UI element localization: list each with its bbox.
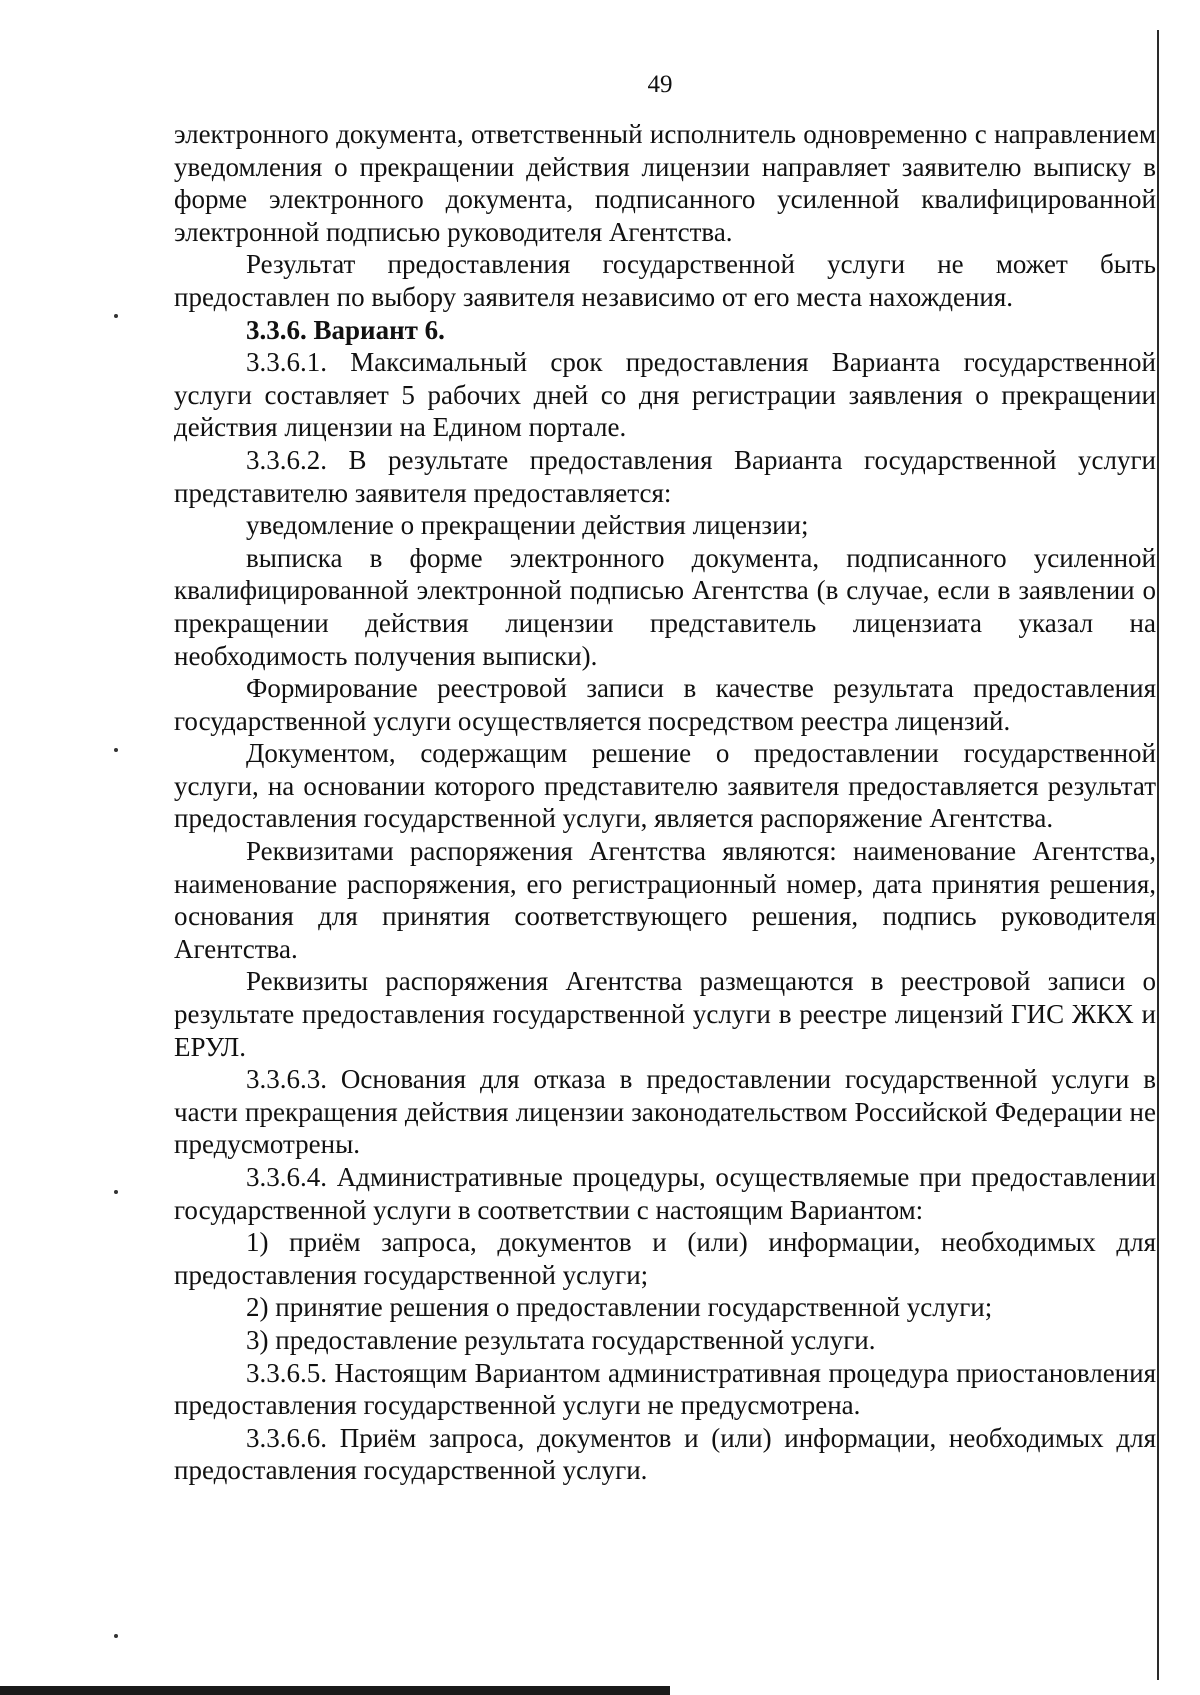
margin-dot: [114, 1634, 118, 1638]
scan-bottom-bar: [0, 1686, 670, 1695]
paragraph: 3.3.6.5. Настоящим Вариантом административная процедура приостановления предоставления государственной услуги не предусмотрена.: [174, 1357, 1156, 1421]
paragraph: 3.3.6.4. Административные процедуры, осуществляемые при предоставлении государственной услуги в соответствии с настоящим Вариантом:: [174, 1162, 1156, 1225]
margin-dot: [114, 748, 118, 752]
paragraph: выписка в форме электронного документа, подписанного усиленной квалифицированной электронной подписью Агентства (в случае, если в заявлении о прекращении действия лицензии представитель лицензиата указал на необходимость получения выписки).: [174, 542, 1156, 671]
margin-dot: [114, 1190, 118, 1194]
section-heading: 3.3.6. Вариант 6.: [246, 314, 445, 345]
list-item: 2) принятие решения о предоставлении государственной услуги;: [246, 1292, 993, 1323]
paragraph: Документом, содержащим решение о предоставлении государственной услуги, на основании которого представителю заявителя предоставляется результат предоставления государственной услуги, является распоряжение Агентства.: [174, 738, 1156, 834]
paragraph: Результат предоставления государственной услуги не может быть предоставлен по выбору заявителя независимо от его места нахождения.: [174, 249, 1156, 312]
page-number: 49: [647, 71, 673, 98]
document-body: [174, 118, 1156, 1487]
paragraph: Формирование реестровой записи в качестве результата предоставления государственной услуги осуществляется посредством реестра лицензий.: [174, 673, 1156, 736]
list-item: 1) приём запроса, документов и (или) информации, необходимых для предоставления государственной услуги;: [174, 1227, 1156, 1290]
paragraph: уведомление о прекращении действия лицензии;: [246, 510, 809, 541]
paragraph: 3.3.6.1. Максимальный срок предоставления Варианта государственной услуги составляет 5 рабочих дней со дня регистрации заявления о прекращении действия лицензии на Едином портале.: [174, 347, 1156, 443]
list-item: 3) предоставление результата государственной услуги.: [246, 1324, 876, 1355]
paragraph-continuation: электронного документа, ответственный исполнитель одновременно с направлением уведомления о прекращении действия лицензии направляет заявителю выписку в форме электронного документа, подписанного усиленной квалифицированной электронной подписью руководителя Агентства.: [174, 119, 1156, 247]
paragraph: Реквизиты распоряжения Агентства размещаются в реестровой записи о результате предоставления государственной услуги в реестре лицензий ГИС ЖКХ и ЕРУЛ.: [174, 966, 1156, 1062]
paragraph: 3.3.6.3. Основания для отказа в предоставлении государственной услуги в части прекращения действия лицензии законодательством Российской Федерации не предусмотрены.: [174, 1064, 1156, 1160]
margin-dot: [114, 314, 118, 318]
scan-edge-line: [1157, 30, 1159, 1680]
paragraph: Реквизитами распоряжения Агентства являются: наименование Агентства, наименование распоряжения, его регистрационный номер, дата принятия решения, основания для принятия соответствующего решения, подпись руководителя Агентства.: [174, 836, 1156, 964]
paragraph: 3.3.6.6. Приём запроса, документов и (или) информации, необходимых для предоставления государственной услуги.: [174, 1422, 1156, 1486]
paragraph: 3.3.6.2. В результате предоставления Варианта государственной услуги представителю заявителя предоставляется:: [174, 444, 1156, 508]
